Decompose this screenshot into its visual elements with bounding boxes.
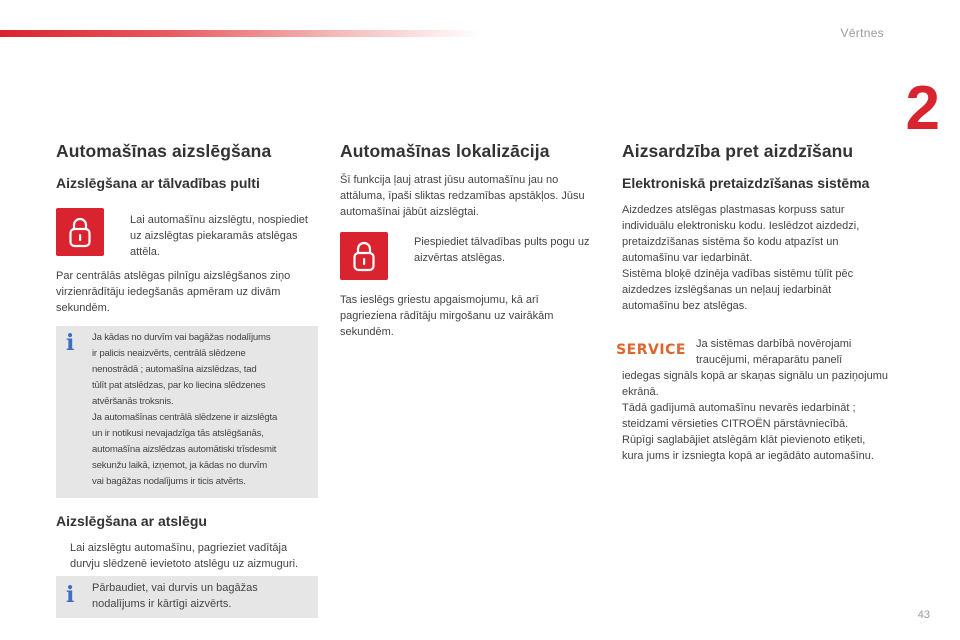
locate-text: Piespiediet tālvadības pults pogu uz aizvērtas atslēgas. — [414, 236, 590, 264]
locate-instruction — [340, 232, 602, 280]
central-lock-confirmation: Par centrālās atslēgas pilnīgu aizslēgšanos ziņo virzienrādītāju iedegšanās apmēram uz divām sekundēm. — [56, 270, 291, 314]
section-title: Vērtnes — [840, 26, 884, 40]
key-locking-heading: Aizslēgšana ar atslēgu — [56, 513, 207, 529]
localization-intro: Šī funkcija ļauj atrast jūsu automašīnu jau no attāluma, īpaši sliktas redzamības apstākļos. Jūsu automašīnai jābūt aizslēgtai. — [340, 174, 585, 218]
dealer-contact-text: Tādā gadījumā automašīnu nevarēs iedarbināt ; steidzami vērsieties CITROËN pārstāvniecībā. — [622, 402, 856, 430]
chapter-number: 2 — [905, 74, 940, 143]
column-antitheft — [616, 140, 889, 464]
localization-title: Automašīnas lokalizācija — [340, 141, 550, 161]
service-warning-intro: Ja sistēmas darbībā novērojami traucējumi, mēraparātu panelī — [696, 338, 852, 366]
info-door-warning-text: Ja kādas no durvīm vai bagāžas nodalījums ir palicis neaizvērts, centrālā slēdzene nenostrādā ; automašīna aizslēdzas, tad tūlīt pat atslēdzas, par ko liecina slēdzenes atvēršanās troksnis. Ja automašīnas centrālā slēdzene ir aizslēgta un ir notikusi nevajadzīga tās atslēgšanās, automašīna aizslēdzas automātiski trīsdesmit sekunžu laikā, izņemot, ja kādas no durvīm vai bagāžas nodalījums ir ticis atvērts. — [92, 332, 278, 487]
remote-lock-instruction — [56, 210, 318, 260]
page-number: 43 — [917, 609, 930, 621]
immobiliser-text-2: Sistēma bloķē dzinēja vadības sistēmu tūlīt pēc aizdedzes izslēgšanas un neļauj iedarbināt automašīnu bez atslēgas. — [622, 268, 854, 312]
info-check-doors-text: Pārbaudiet, vai durvis un bagāžas nodalījums ir kārtīgi aizvērts. — [92, 582, 258, 610]
padlock-closed-icon — [352, 240, 376, 272]
service-warning — [616, 336, 888, 368]
remote-locking-heading: Aizslēgšana ar tālvadības pulti — [56, 175, 260, 191]
locking-title: Automašīnas aizslēgšana — [56, 141, 272, 161]
info-icon: i — [66, 330, 75, 356]
info-icon: i — [66, 582, 75, 608]
immobiliser-heading: Elektroniskā pretaizdzīšanas sistēma — [622, 175, 870, 191]
locate-result: Tas ieslēgs griestu apgaismojumu, kā arī pagrieziena rādītāju mirgošanu uz vairākām sekundēm. — [340, 294, 554, 338]
immobiliser-text-1: Aizdedzes atslēgas plastmasas korpuss satur individuālu elektronisku kodu. Ieslēdzot aizdedzi, pretaizdzīšanas sistēma šo kodu atpazīst un automašīnu var iedarbināt. — [622, 204, 860, 264]
info-box-check-doors — [56, 576, 318, 618]
header-accent-bar — [0, 30, 480, 37]
remote-lock-text: Lai automašīnu aizslēgtu, nospiediet uz aizslēgtas piekaramās atslēgas attēla. — [130, 214, 308, 258]
padlock-closed-icon — [68, 216, 92, 248]
service-warning-icon: SERVICE — [616, 342, 686, 358]
service-warning-rest: iedegas signāls kopā ar skaņas signālu un paziņojumu ekrānā. — [622, 370, 889, 398]
antitheft-title: Aizsardzība pret aizdzīšanu — [622, 141, 854, 161]
key-label-text: Rūpīgi saglabājiet atslēgām klāt pievienoto etiķeti, kura jums ir izsniegta kopā ar iegādāto automašīnu. — [622, 434, 874, 462]
column-locking — [56, 140, 318, 618]
column-localization — [340, 140, 602, 340]
key-lock-instruction — [56, 540, 318, 572]
key-lock-text: Lai aizslēgtu automašīnu, pagrieziet vadītāja durvju slēdzenē ievietoto atslēgu uz aizmuguri. — [70, 542, 299, 570]
info-box-door-warning — [56, 326, 318, 498]
lock-button-illustration — [340, 232, 388, 280]
lock-button-illustration — [56, 208, 104, 256]
